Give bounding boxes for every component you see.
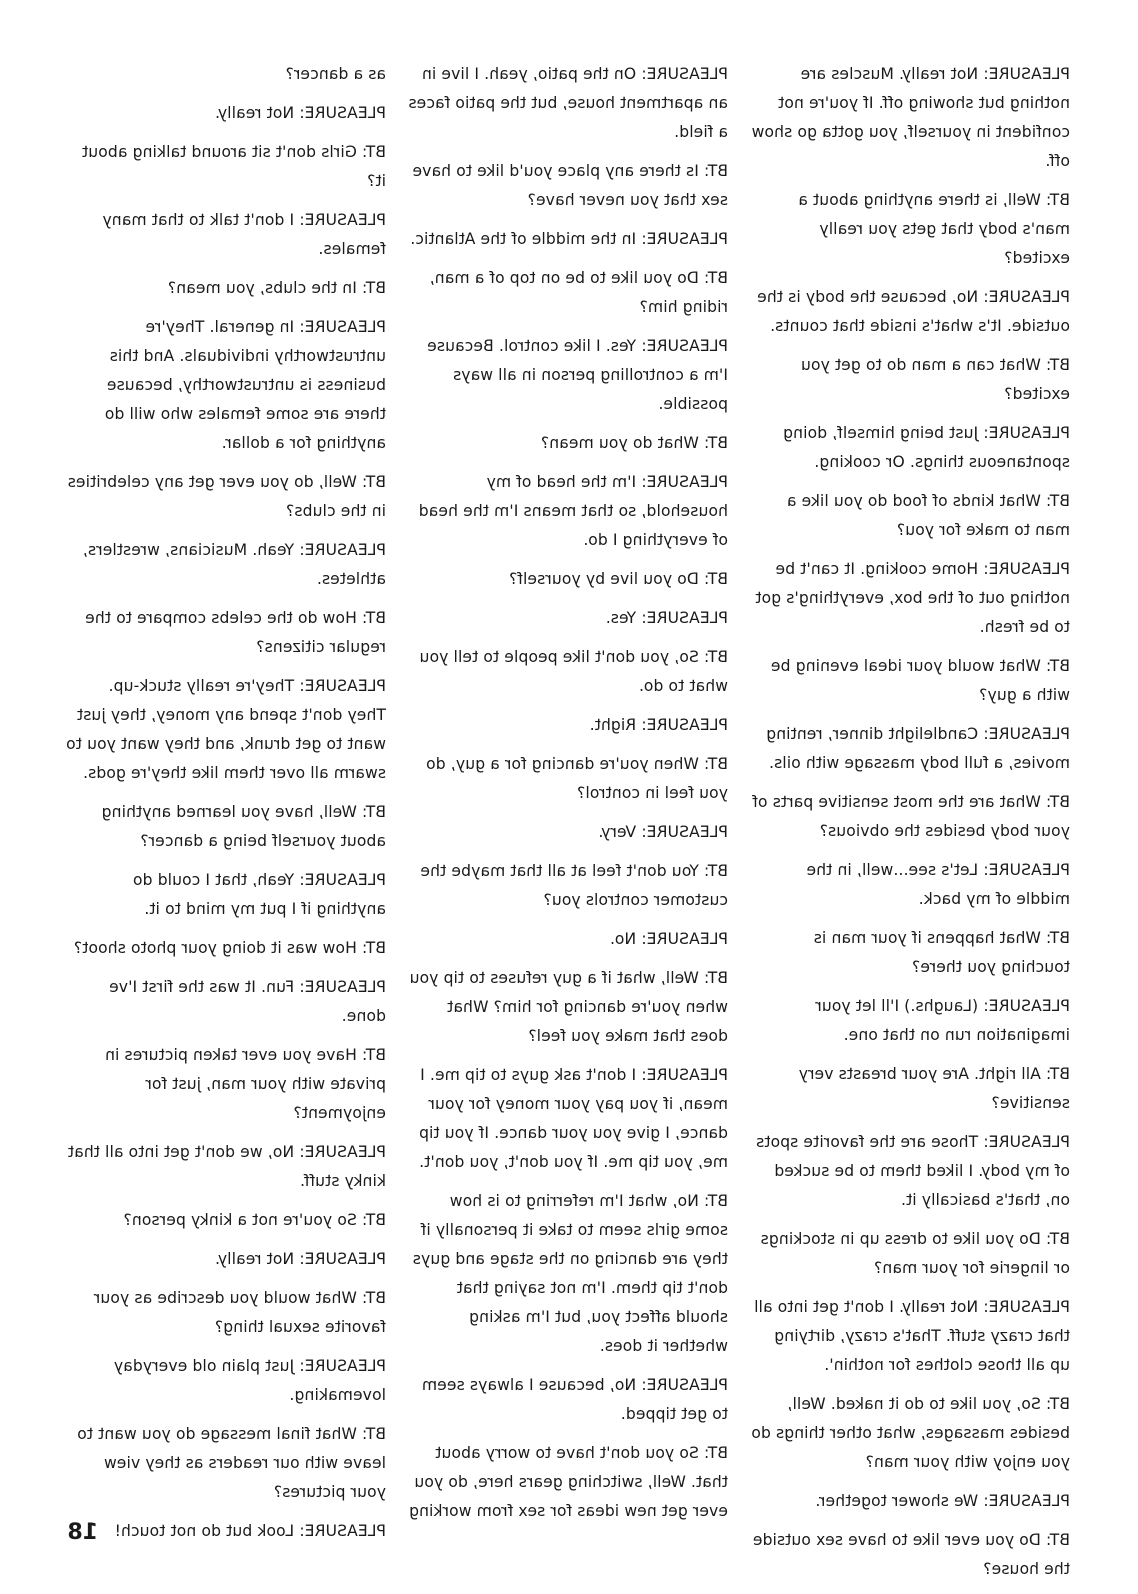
- interview-paragraph: BT: Is there any place you'd like to have sex that you never have?: [412, 162, 728, 209]
- interview-paragraph: PLEASURE: Yes. I like control. Because I'm a controlling person in all ways possible.: [427, 337, 728, 413]
- interview-paragraph: PLEASURE: Yes.: [605, 609, 728, 627]
- interview-paragraph: BT: How was it doing your photo shoot?: [73, 939, 386, 957]
- interview-paragraph: PLEASURE: I'm the head of my household, so that means I'm the head of everything I do.: [418, 473, 728, 549]
- interview-paragraph: PLEASURE: Just plain old everyday lovemaking.: [113, 1357, 386, 1404]
- interview-paragraph: BT: Well, is there anything about a man's body that gets you really excited?: [798, 191, 1070, 267]
- interview-paragraph: PLEASURE: Not really.: [214, 104, 386, 122]
- interview-paragraph: BT: Well, what if a guy refuses to tip you when you're dancing for him? What does that make you feel?: [409, 969, 728, 1045]
- interview-paragraph: PLEASURE: No, we don't get into all that kinky stuff.: [67, 1143, 386, 1190]
- interview-paragraph: BT: So, you don't like people to tell you what to do.: [419, 648, 728, 695]
- interview-paragraph: PLEASURE: No.: [609, 930, 728, 948]
- interview-paragraph: BT: So, you like to do it naked. Well, besides massages, what other things do you enjoy with your man?: [751, 1395, 1070, 1471]
- interview-paragraph: BT: Girls don't sit around talking about it?: [81, 143, 386, 190]
- interview-paragraph: PLEASURE: Not really.: [214, 1250, 386, 1268]
- interview-paragraph: PLEASURE: Very.: [598, 823, 728, 841]
- interview-paragraph: PLEASURE: Home cooking. It can't be nothing out of the box, everything's got to be fresh.: [755, 560, 1070, 636]
- interview-paragraph: BT: Have you ever taken pictures in private with your man, just for enjoyment?: [104, 1046, 386, 1122]
- interview-paragraph: PLEASURE: I don't ask guys to tip me. I mean, if you pay your money for your dance, I give you your dance. If you tip me, you tip me. If you don't, you don't.: [418, 1066, 728, 1171]
- interview-paragraph: BT: What are the most sensitive parts of your body besides the obvious?: [752, 793, 1070, 840]
- interview-paragraph: PLEASURE: Yeah, that I could do anything if I put my mind to it.: [132, 871, 386, 918]
- interview-paragraph: BT: How do the celebs compare to the regular citizens?: [85, 609, 386, 656]
- interview-paragraph: BT: Well, do you ever get any celebrities in the clubs?: [67, 473, 386, 520]
- interview-paragraph: BT: Do you live by yourself?: [508, 570, 728, 588]
- interview-paragraph: BT: What final message do you want to leave with our readers as they view your pictures?: [77, 1425, 386, 1501]
- interview-paragraph: PLEASURE: I don't talk to that many females.: [102, 211, 386, 258]
- interview-paragraph: BT: What can a man do to get you excited?: [800, 356, 1070, 403]
- interview-paragraph: PLEASURE: Fun. It was the first I've done.: [109, 978, 386, 1025]
- interview-paragraph: BT: So you're not a kinky person?: [123, 1211, 386, 1229]
- interview-paragraph: PLEASURE: In the middle of the Atlantic.: [410, 230, 728, 248]
- interview-paragraph: BT: What would you describe as your favorite sexual thing?: [93, 1289, 386, 1336]
- interview-paragraph: as a dancer?: [285, 65, 386, 83]
- interview-paragraph: BT: What do you mean?: [540, 434, 728, 452]
- column-1: [750, 60, 1070, 1594]
- interview-paragraph: PLEASURE: Just being himself, doing spontaneous things. Or cooking.: [783, 424, 1070, 471]
- interview-paragraph: BT: In the clubs, you mean?: [167, 279, 386, 297]
- interview-paragraph: PLEASURE: Candlelight dinner, renting movies, a full body massage with oils.: [766, 725, 1070, 772]
- interview-paragraph: BT: Do you like to dress up in stockings or lingerie for your man?: [760, 1230, 1070, 1277]
- interview-paragraph: PLEASURE: Right.: [589, 716, 728, 734]
- interview-paragraph: BT: Well, have you learned anything about yourself being a dancer?: [101, 803, 386, 850]
- interview-paragraph: BT: You don't feel at all that maybe the customer controls you?: [420, 862, 728, 909]
- interview-paragraph: BT: All right. Are your breasts very sensitive?: [798, 1065, 1070, 1112]
- interview-paragraph: BT: Do you ever like to have sex outside the house?: [752, 1531, 1070, 1578]
- column-3: [66, 60, 386, 1556]
- interview-paragraph: PLEASURE: Look but do not touch!: [114, 1522, 386, 1540]
- interview-paragraph: PLEASURE: Not really. I don't get into all that crazy stuff. That's crazy, dirtying up all those clothes for nothin'.: [754, 1298, 1070, 1374]
- interview-paragraph: BT: What happens if your man is touching you there?: [813, 929, 1070, 976]
- interview-paragraph: PLEASURE: Yeah. Musicians, wrestlers, athletes.: [82, 541, 386, 588]
- interview-paragraph: PLEASURE: They're really stuck-up. They don't spend any money, they just want to get drunk, and they want you to swarm all over them like they're gods.: [66, 677, 386, 782]
- interview-paragraph: PLEASURE: In general. They're untrustworthy individuals. And this business is untrustworthy, because there are some females who will do anything for a dollar.: [104, 318, 386, 452]
- interview-paragraph: BT: What would your ideal evening be with a guy?: [770, 657, 1070, 704]
- page-number: 18: [67, 1520, 98, 1545]
- interview-paragraph: PLEASURE: On the patio, yeah. I live in an apartment house, but the patio faces a field.: [408, 65, 728, 141]
- interview-paragraph: PLEASURE: We shower together.: [815, 1492, 1070, 1510]
- interview-paragraph: PLEASURE: Not really. Muscles are nothing but showing off. If you're not confident in yourself, you gotta go show off.: [751, 65, 1070, 170]
- interview-paragraph: BT: Do you like to be on top of a man, riding him?: [429, 269, 728, 316]
- column-2: [408, 60, 728, 1536]
- interview-paragraph: BT: When you're dancing for a guy, do you feel in control?: [426, 755, 728, 802]
- interview-paragraph: PLEASURE: Let's see...well, in the middle of my back.: [806, 861, 1070, 908]
- interview-paragraph: BT: What kinds of food do you like a man to make for you?: [786, 492, 1070, 539]
- interview-paragraph: BT: So you don't have to worry about that. Well, switching gears here, do you ever get new ideas for sex from working: [408, 1444, 728, 1520]
- interview-paragraph: PLEASURE: No, because I always seem to get tipped.: [421, 1376, 728, 1423]
- interview-paragraph: PLEASURE: No, because the body is the outside. It's what's inside that counts.: [757, 288, 1070, 335]
- interview-paragraph: BT: No, what I'm referring to is how some girls seem to take it personally if they are dancing on the stage and guys don't tip them. I'm not saying that should affect you, but I'm asking whether it does.: [412, 1192, 728, 1355]
- interview-paragraph: PLEASURE: Those are the favorite spots of my body. I liked them to be sucked on, that's basically it.: [756, 1133, 1070, 1209]
- interview-paragraph: PLEASURE: (Laughs.) I'll let your imagination run on that one.: [815, 997, 1070, 1044]
